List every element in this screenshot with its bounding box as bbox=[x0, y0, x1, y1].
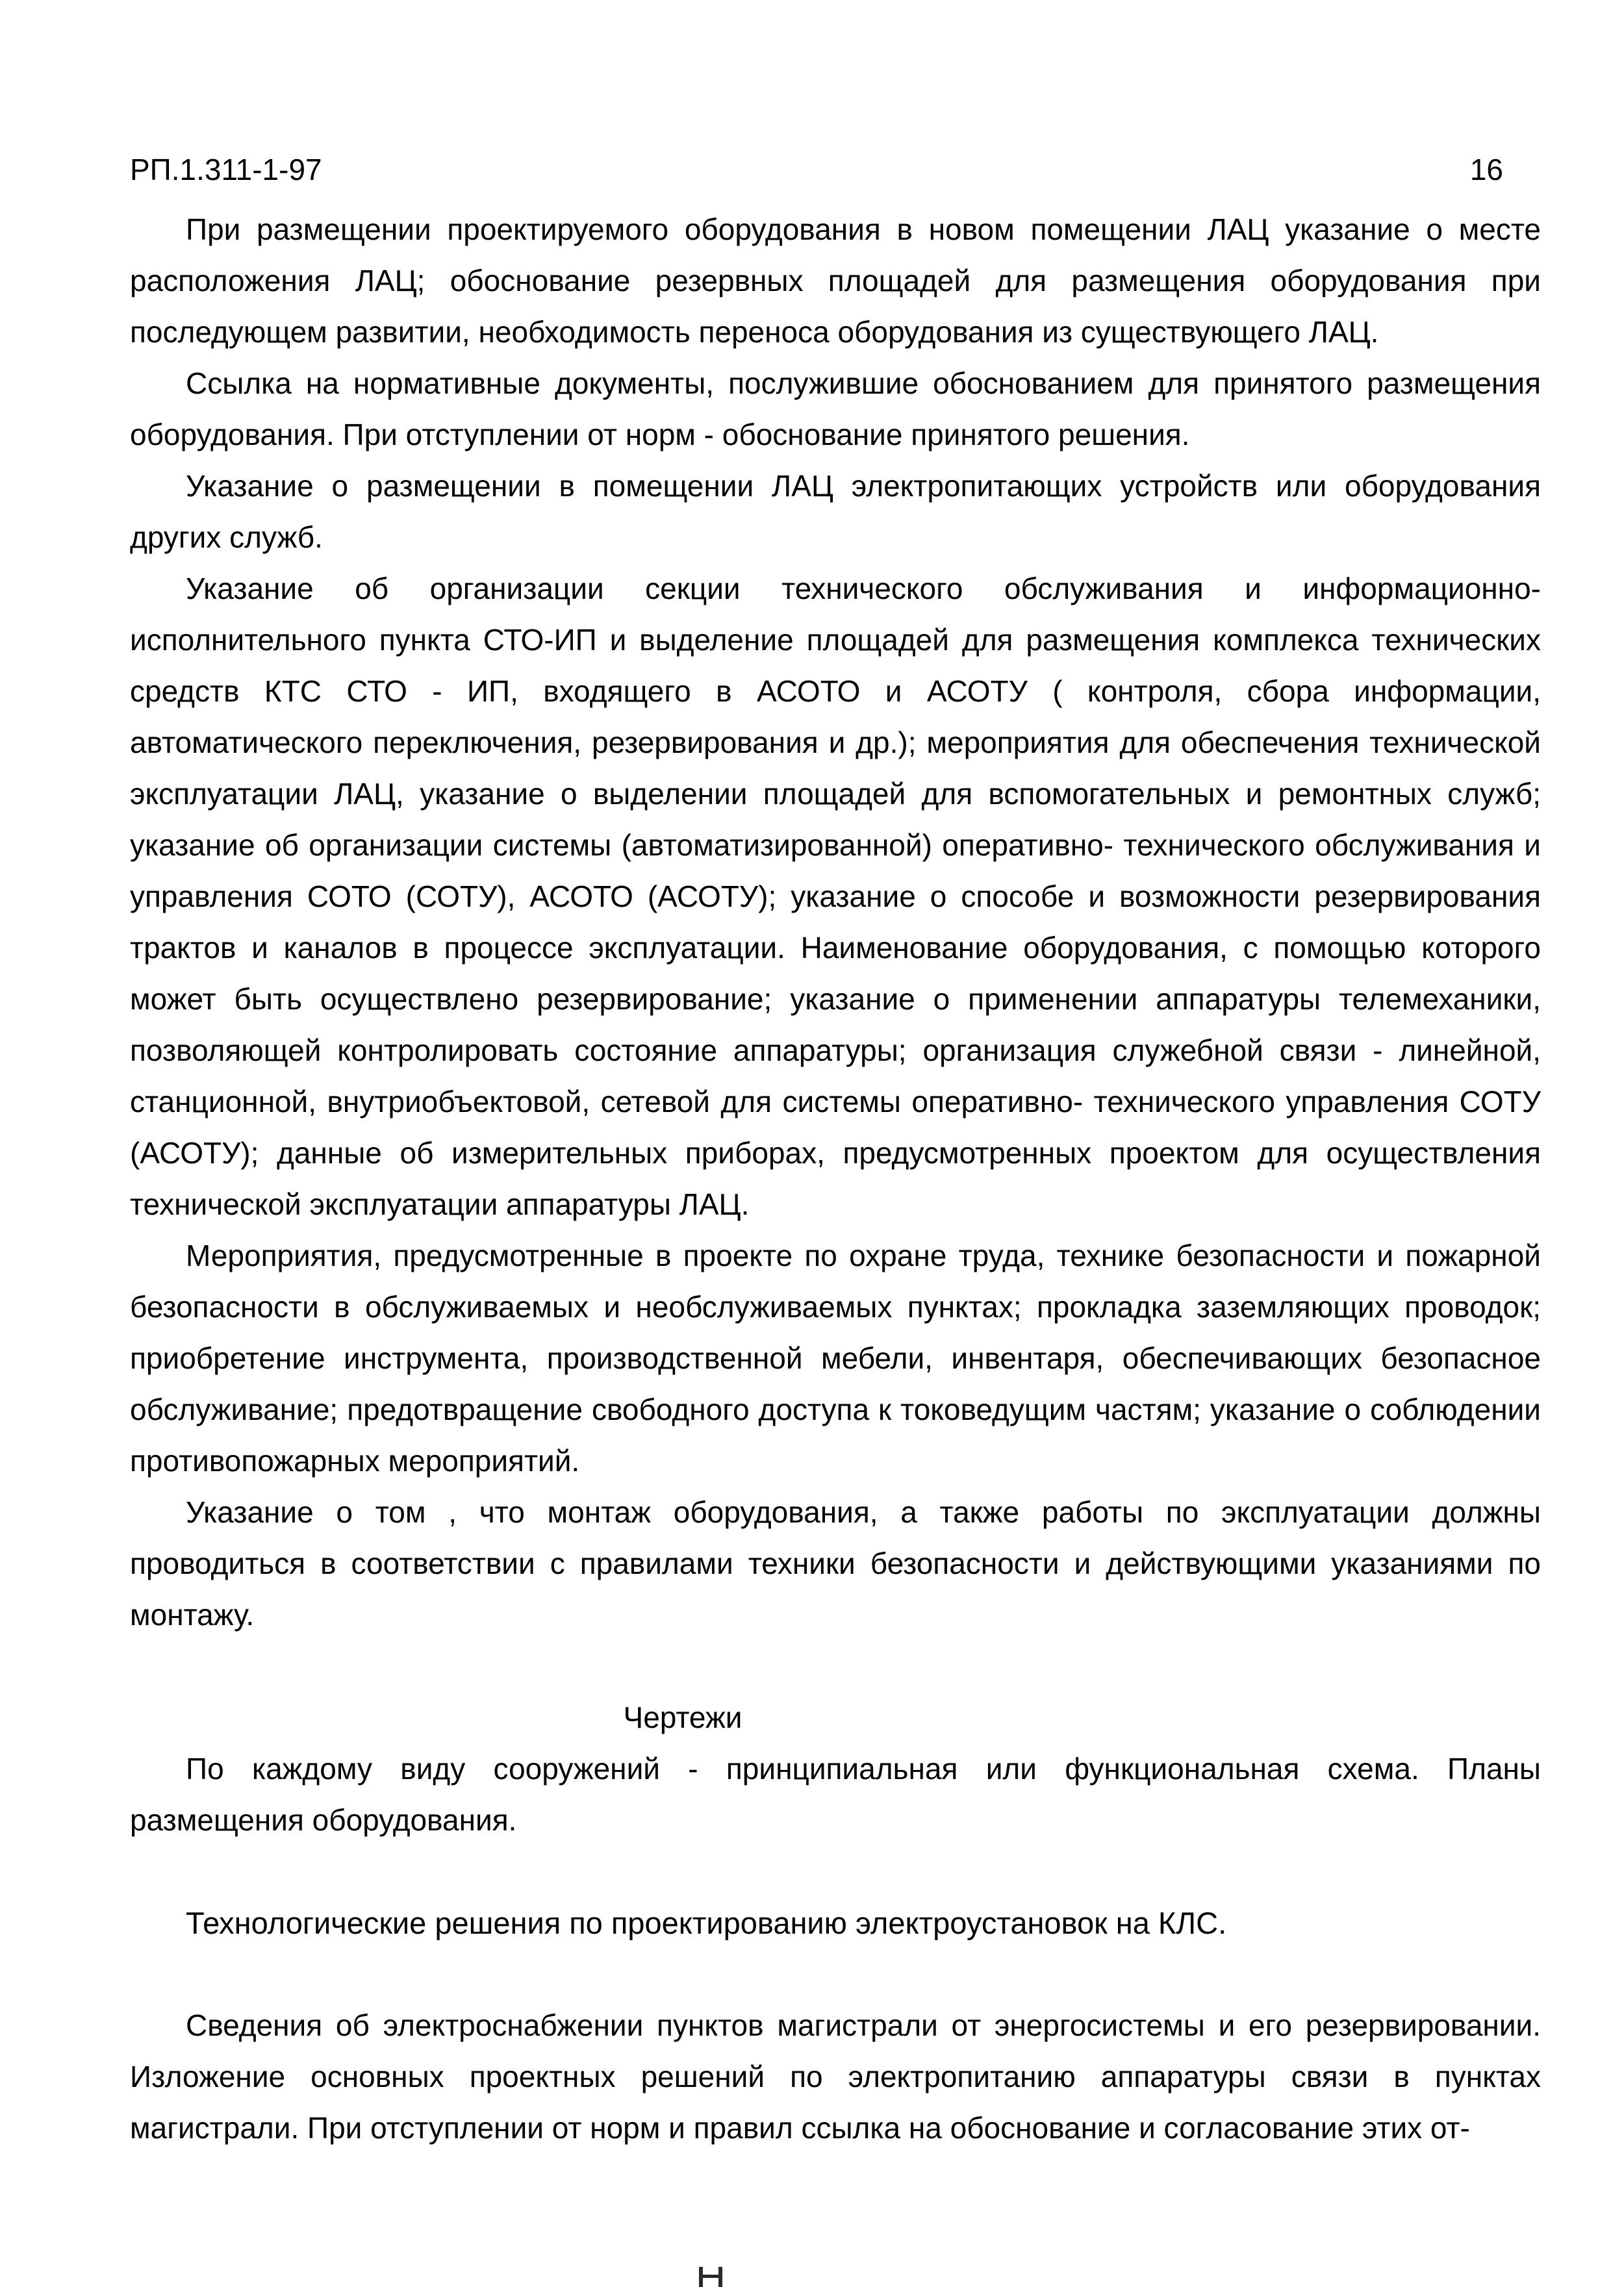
paragraph-maintenance-section: Указание об организации секции технического обслуживания и информационно- исполнительного пункта СТО-ИП и выделение площадей для размещения комплекса технических средств КТС СТО - ИП, входящего в АСОТО и АСОТУ ( контроля, сбора информации, автоматического переключения, резервирования и др.); мероприятия для обеспечения технической эксплуатации ЛАЦ, указание о выделении площадей для вспомогательных и ремонтных служб; указание об организации системы (автоматизированной) оперативно- технического обслуживания и управления СОТО (СОТУ), АСОТО (АСОТУ); указание о способе и возможности резервирования трактов и каналов в процессе эксплуатации. Наименование оборудования, с помощью которого может быть осуществлено резервирование; указание о применении аппаратуры телемеханики, позволяющей контролировать состояние аппаратуры; организация служебной связи - линейной, станционной, внутриобъектовой, сетевой для системы оперативно- технического управления СОТУ (АСОТУ); данные об измерительных приборах, предусмотренных проектом для осуществления технической эксплуатации аппаратуры ЛАЦ. bbox=[130, 572, 1541, 1221]
paragraph-drawings: По каждому виду сооружений - принципиальная или функциональная схема. Планы размещения оборудования. bbox=[130, 1752, 1541, 1837]
scan-artifact bbox=[699, 2267, 722, 2287]
paragraph-power-supply-info: Сведения об электроснабжении пунктов магистрали от энергосистемы и его резервировании. Изложение основных проектных решений по электропитанию аппаратуры связи в пунктах магистрали. При отступлении от норм и правил ссылка на обоснование и согласование этих от- bbox=[130, 2008, 1541, 2145]
page-header bbox=[130, 151, 1541, 188]
paragraph-labor-safety: Мероприятия, предусмотренные в проекте по охране труда, технике безопасности и пожарной безопасности в обслуживаемых и необслуживаемых пунктах; прокладка заземляющих проводок; приобретение инструмента, производственной мебели, инвентаря, обеспечивающих безопасное обслуживание; предотвращение свободного доступа к токоведущим частям; указание о соблюдении противопожарных мероприятий. bbox=[130, 1239, 1541, 1478]
drawings-heading: Чертежи bbox=[623, 1700, 742, 1734]
document-body bbox=[130, 204, 1541, 2154]
section-title-electrical-installations: Технологические решения по проектированию электроустановок на КЛС. bbox=[186, 1906, 1227, 1940]
page-number: 16 bbox=[1469, 153, 1503, 186]
paragraph-installation-rules: Указание о том , что монтаж оборудования, а также работы по эксплуатации должны проводиться в соответствии с правилами техники безопасности и действующими указаниями по монтажу. bbox=[130, 1495, 1541, 1632]
paragraph-power-devices: Указание о размещении в помещении ЛАЦ электропитающих устройств или оборудования других служб. bbox=[130, 469, 1541, 554]
paragraph-normative-reference: Ссылка на нормативные документы, послужившие обоснованием для принятого размещения оборудования. При отступлении от норм - обоснование принятого решения. bbox=[130, 366, 1541, 451]
paragraph-equipment-placement: При размещении проектируемого оборудования в новом помещении ЛАЦ указание о месте расположения ЛАЦ; обоснование резервных площадей для размещения оборудования при последующем развитии, необходимость переноса оборудования из существующего ЛАЦ. bbox=[130, 212, 1541, 349]
page-content bbox=[130, 151, 1541, 2154]
document-code: РП.1.311-1-97 bbox=[130, 153, 322, 186]
